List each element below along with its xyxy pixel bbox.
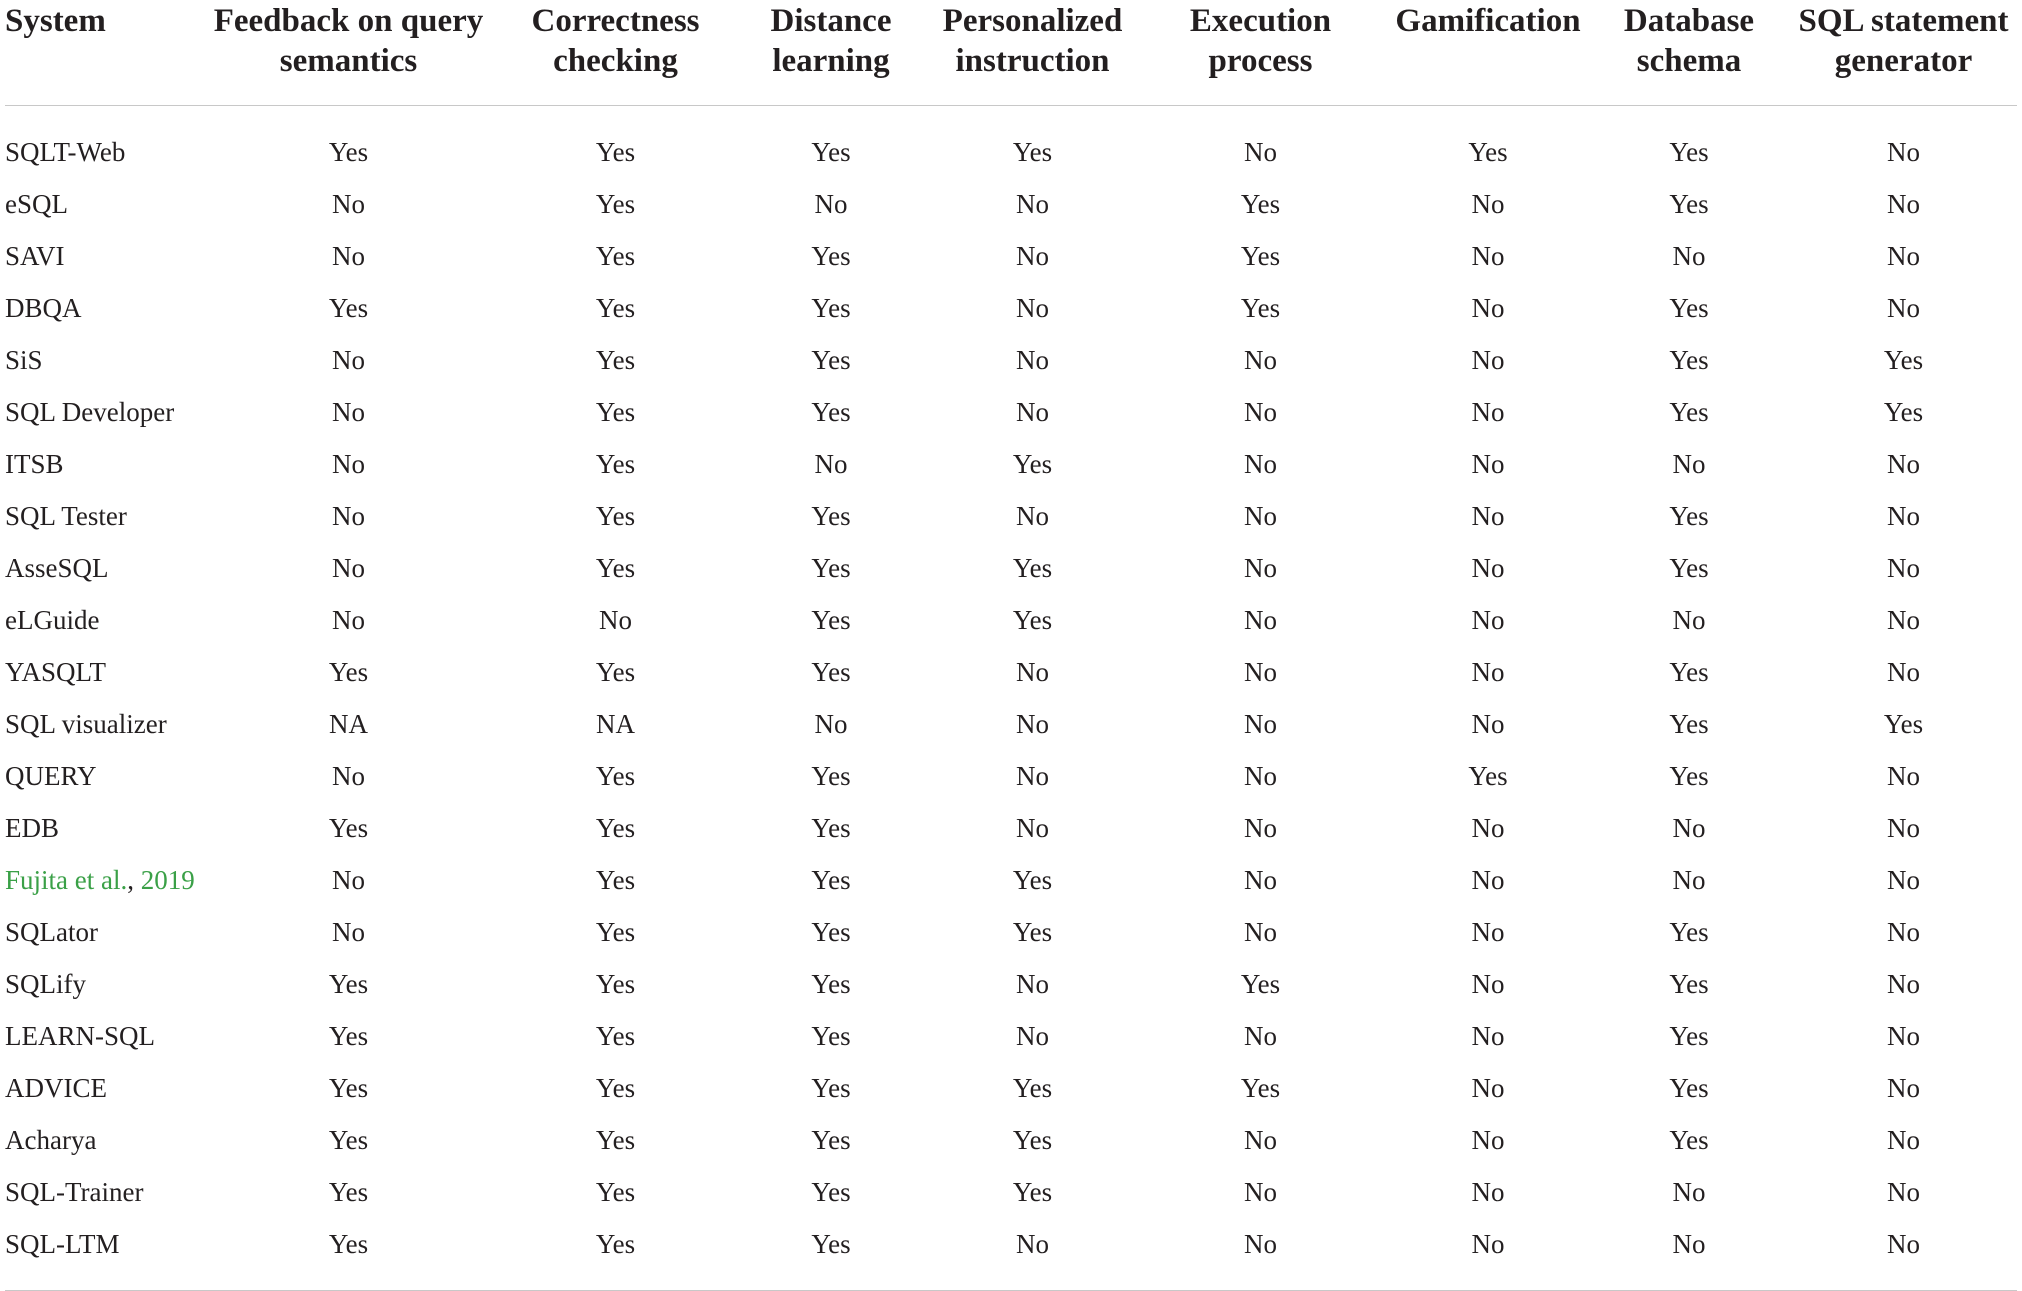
table-row: [5, 750, 2017, 802]
cell-distance-learning: Yes: [811, 553, 851, 583]
cell-sql-statement-generator: No: [1887, 241, 1920, 271]
cell-sql-statement-generator: No: [1887, 553, 1920, 583]
cell-distance-learning: Yes: [811, 241, 851, 271]
cell-gamification: No: [1388, 1218, 1588, 1291]
cell-distance-learning: Yes: [811, 969, 851, 999]
cell-system-name: SQL visualizer: [5, 709, 167, 739]
cell-feedback-on-query-semantics: No: [332, 449, 365, 479]
cell-database-schema: Yes: [1669, 1073, 1709, 1103]
citation-author-link[interactable]: Fujita et al.: [5, 865, 128, 895]
cell-gamification: No: [1471, 917, 1505, 947]
cell-gamification: No: [1471, 241, 1505, 271]
cell-distance-learning: Yes: [811, 1125, 851, 1155]
cell-sql-statement-generator: No: [1887, 1021, 1920, 1051]
cell-distance-learning: Yes: [811, 1021, 851, 1051]
cell-sql-statement-generator: No: [1887, 293, 1920, 323]
cell-personalized-instruction: No: [1016, 189, 1049, 219]
table-row: [5, 1010, 2017, 1062]
cell-sql-statement-generator: Yes: [1883, 345, 1924, 375]
table-row: [5, 906, 2017, 958]
cell-gamification: No: [1471, 1125, 1505, 1155]
cell-database-schema: Yes: [1669, 553, 1709, 583]
cell-correctness-checking: Yes: [595, 345, 636, 375]
table-row: [5, 1218, 2017, 1291]
cell-system-name: [5, 854, 196, 906]
cell-database-schema: Yes: [1669, 189, 1709, 219]
cell-correctness-checking: Yes: [595, 553, 636, 583]
cell-execution-process: No: [1244, 553, 1277, 583]
cell-personalized-instruction: No: [932, 1218, 1133, 1291]
cell-feedback-on-query-semantics: No: [332, 917, 365, 947]
cell-sql-statement-generator: No: [1887, 449, 1920, 479]
table-row: [5, 334, 2017, 386]
cell-distance-learning: No: [814, 709, 848, 739]
cell-correctness-checking: Yes: [595, 813, 636, 843]
cell-distance-learning: Yes: [811, 657, 851, 687]
cell-system-name: EDB: [5, 813, 59, 843]
cell-database-schema: No: [1672, 241, 1706, 271]
cell-personalized-instruction: No: [1016, 761, 1049, 791]
cell-database-schema: Yes: [1669, 397, 1709, 427]
cell-feedback-on-query-semantics: Yes: [328, 137, 369, 167]
cell-sql-statement-generator: No: [1887, 189, 1920, 219]
cell-database-schema: No: [1672, 449, 1706, 479]
cell-distance-learning: Yes: [811, 501, 851, 531]
cell-database-schema: No: [1672, 865, 1706, 895]
cell-sql-statement-generator: No: [1887, 605, 1920, 635]
cell-personalized-instruction: No: [1016, 813, 1049, 843]
cell-distance-learning: Yes: [811, 397, 851, 427]
cell-feedback-on-query-semantics: No: [332, 605, 365, 635]
cell-execution-process: Yes: [1240, 969, 1281, 999]
header-personalized-instruction: Personalized instruction: [932, 0, 1133, 106]
cell-feedback-on-query-semantics: Yes: [196, 1218, 501, 1291]
cell-system-name: LEARN-SQL: [5, 1021, 155, 1051]
cell-execution-process: No: [1244, 1021, 1277, 1051]
cell-execution-process: Yes: [1240, 1073, 1281, 1103]
header-database-schema: Database schema: [1588, 0, 1790, 106]
cell-system-name: SiS: [5, 345, 43, 375]
table-row: [5, 802, 2017, 854]
cell-system-name: SAVI: [5, 241, 65, 271]
cell-personalized-instruction: Yes: [1012, 137, 1053, 167]
cell-gamification: No: [1471, 709, 1505, 739]
cell-database-schema: No: [1672, 1177, 1706, 1207]
cell-feedback-on-query-semantics: Yes: [328, 969, 369, 999]
cell-database-schema: Yes: [1669, 345, 1709, 375]
cell-database-schema: Yes: [1669, 501, 1709, 531]
cell-gamification: No: [1471, 969, 1505, 999]
cell-sql-statement-generator: No: [1887, 917, 1920, 947]
cell-system-name: SQLify: [5, 969, 86, 999]
cell-gamification: No: [1471, 865, 1505, 895]
cell-feedback-on-query-semantics: Yes: [328, 1021, 369, 1051]
cell-sql-statement-generator: No: [1887, 865, 1920, 895]
cell-distance-learning: Yes: [811, 293, 851, 323]
cell-feedback-on-query-semantics: No: [332, 345, 365, 375]
cell-sql-statement-generator: No: [1887, 1073, 1920, 1103]
cell-gamification: No: [1471, 501, 1505, 531]
cell-gamification: No: [1471, 397, 1505, 427]
header-row: [5, 0, 2017, 106]
cell-distance-learning: No: [814, 449, 848, 479]
cell-correctness-checking: Yes: [595, 969, 636, 999]
cell-distance-learning: Yes: [811, 761, 851, 791]
cell-gamification: No: [1471, 605, 1505, 635]
table-row: [5, 1062, 2017, 1114]
cell-feedback-on-query-semantics: Yes: [328, 657, 369, 687]
cell-personalized-instruction: Yes: [1012, 553, 1053, 583]
table-row: [5, 282, 2017, 334]
cell-sql-statement-generator: No: [1887, 813, 1920, 843]
cell-database-schema: Yes: [1669, 293, 1709, 323]
cell-execution-process: No: [1244, 657, 1277, 687]
table-row: [5, 490, 2017, 542]
table-row: [5, 542, 2017, 594]
cell-execution-process: No: [1244, 761, 1277, 791]
cell-feedback-on-query-semantics: No: [332, 865, 365, 895]
cell-sql-statement-generator: No: [1887, 1125, 1920, 1155]
table-row: [5, 438, 2017, 490]
table-row: [5, 386, 2017, 438]
cell-system-name: QUERY: [5, 761, 97, 791]
cell-correctness-checking: Yes: [595, 189, 636, 219]
cell-personalized-instruction: No: [1016, 241, 1049, 271]
cell-execution-process: No: [1244, 1177, 1277, 1207]
cell-correctness-checking: No: [599, 605, 632, 635]
cell-personalized-instruction: No: [1016, 293, 1049, 323]
cell-feedback-on-query-semantics: No: [332, 761, 365, 791]
cell-system-name: ADVICE: [5, 1073, 107, 1103]
cell-gamification: No: [1471, 1073, 1505, 1103]
cell-execution-process: No: [1244, 917, 1277, 947]
cell-execution-process: No: [1244, 865, 1277, 895]
cell-system-name: SQL-LTM: [5, 1218, 196, 1291]
table-body: [5, 106, 2017, 1291]
table-row: [5, 698, 2017, 750]
cell-execution-process: Yes: [1240, 241, 1281, 271]
table-row: [5, 646, 2017, 698]
cell-personalized-instruction: Yes: [1012, 449, 1053, 479]
cell-feedback-on-query-semantics: Yes: [328, 1177, 369, 1207]
cell-sql-statement-generator: No: [1790, 1218, 2017, 1291]
table-row: [5, 958, 2017, 1010]
cell-feedback-on-query-semantics: No: [332, 553, 365, 583]
cell-execution-process: No: [1244, 449, 1277, 479]
cell-gamification: No: [1471, 293, 1505, 323]
cell-execution-process: Yes: [1240, 293, 1281, 323]
header-feedback-on-query-semantics: Feedback on query semantics: [196, 0, 501, 106]
cell-feedback-on-query-semantics: Yes: [328, 813, 369, 843]
table-header: [5, 0, 2017, 106]
cell-gamification: No: [1471, 449, 1505, 479]
cell-personalized-instruction: Yes: [1012, 1125, 1053, 1155]
table-row: [5, 1166, 2017, 1218]
table-row: [5, 1114, 2017, 1166]
header-sql-statement-generator: SQL statement generator: [1790, 0, 2017, 106]
cell-system-name: SQLator: [5, 917, 98, 947]
cell-gamification: No: [1471, 657, 1505, 687]
cell-personalized-instruction: No: [1016, 1021, 1049, 1051]
cell-system-name: SQL Developer: [5, 397, 175, 427]
cell-database-schema: Yes: [1669, 657, 1709, 687]
cell-feedback-on-query-semantics: NA: [329, 709, 368, 739]
cell-system-name: AsseSQL: [5, 553, 109, 583]
cell-execution-process: No: [1244, 501, 1277, 531]
cell-gamification: No: [1471, 553, 1505, 583]
cell-personalized-instruction: No: [1016, 657, 1049, 687]
cell-correctness-checking: Yes: [595, 397, 636, 427]
cell-system-name: eLGuide: [5, 605, 100, 635]
cell-correctness-checking: Yes: [501, 1218, 730, 1291]
cell-execution-process: Yes: [1240, 189, 1281, 219]
cell-correctness-checking: Yes: [595, 449, 636, 479]
header-system: System: [5, 0, 196, 106]
cell-correctness-checking: Yes: [595, 1125, 636, 1155]
cell-correctness-checking: Yes: [595, 761, 636, 791]
table-row: [5, 854, 2017, 906]
cell-personalized-instruction: No: [1016, 345, 1049, 375]
cell-execution-process: No: [1244, 605, 1277, 635]
cell-feedback-on-query-semantics: No: [332, 397, 365, 427]
cell-correctness-checking: Yes: [595, 1177, 636, 1207]
cell-sql-statement-generator: No: [1887, 761, 1920, 791]
header-distance-learning: Distance learning: [730, 0, 932, 106]
cell-sql-statement-generator: No: [1887, 1177, 1920, 1207]
cell-execution-process: No: [1244, 137, 1277, 167]
sql-tutoring-systems-comparison-table: [5, 0, 2017, 1291]
cell-sql-statement-generator: No: [1887, 657, 1920, 687]
cell-sql-statement-generator: Yes: [1883, 709, 1924, 739]
cell-system-name: SQL Tester: [5, 501, 127, 531]
cell-correctness-checking: Yes: [595, 137, 636, 167]
cell-correctness-checking: Yes: [595, 241, 636, 271]
cell-database-schema: Yes: [1669, 969, 1709, 999]
cell-gamification: No: [1471, 189, 1505, 219]
cell-correctness-checking: Yes: [595, 917, 636, 947]
cell-execution-process: No: [1244, 1125, 1277, 1155]
cell-distance-learning: Yes: [811, 137, 851, 167]
cell-distance-learning: Yes: [811, 1073, 851, 1103]
cell-personalized-instruction: Yes: [1012, 1177, 1053, 1207]
cell-execution-process: No: [1244, 397, 1277, 427]
cell-system-name: SQLT-Web: [5, 137, 126, 167]
cell-distance-learning: No: [814, 189, 848, 219]
header-correctness-checking: Correctness checking: [501, 0, 730, 106]
cell-correctness-checking: Yes: [595, 1021, 636, 1051]
cell-distance-learning: Yes: [811, 1177, 851, 1207]
citation-separator: ,: [127, 865, 141, 895]
cell-system-name: Acharya: [5, 1125, 97, 1155]
cell-execution-process: No: [1244, 709, 1277, 739]
cell-sql-statement-generator: No: [1887, 969, 1920, 999]
cell-database-schema: Yes: [1669, 1125, 1709, 1155]
cell-execution-process: No: [1244, 345, 1277, 375]
cell-system-name: DBQA: [5, 293, 82, 323]
cell-database-schema: Yes: [1669, 137, 1709, 167]
cell-correctness-checking: Yes: [595, 293, 636, 323]
header-execution-process: Execution process: [1133, 0, 1388, 106]
cell-personalized-instruction: Yes: [1012, 605, 1053, 635]
comparison-table-container: [5, 0, 2017, 1291]
cell-sql-statement-generator: No: [1887, 137, 1920, 167]
cell-system-name: eSQL: [5, 189, 68, 219]
cell-personalized-instruction: Yes: [1012, 917, 1053, 947]
cell-system-name: ITSB: [5, 449, 64, 479]
cell-gamification: Yes: [1468, 761, 1508, 791]
cell-sql-statement-generator: No: [1887, 501, 1920, 531]
cell-correctness-checking: Yes: [595, 865, 636, 895]
cell-database-schema: No: [1588, 1218, 1790, 1291]
cell-gamification: Yes: [1468, 137, 1508, 167]
cell-feedback-on-query-semantics: No: [332, 189, 365, 219]
cell-database-schema: No: [1672, 605, 1706, 635]
cell-distance-learning: Yes: [811, 605, 851, 635]
cell-correctness-checking: Yes: [595, 657, 636, 687]
cell-gamification: No: [1471, 345, 1505, 375]
table-row: [5, 106, 2017, 179]
cell-database-schema: Yes: [1669, 709, 1709, 739]
cell-database-schema: Yes: [1669, 761, 1709, 791]
cell-feedback-on-query-semantics: Yes: [328, 1073, 369, 1103]
cell-gamification: No: [1471, 813, 1505, 843]
cell-personalized-instruction: No: [1016, 501, 1049, 531]
cell-distance-learning: Yes: [811, 345, 851, 375]
cell-distance-learning: Yes: [730, 1218, 932, 1291]
cell-feedback-on-query-semantics: Yes: [328, 1125, 369, 1155]
cell-execution-process: No: [1133, 1218, 1388, 1291]
cell-execution-process: No: [1244, 813, 1277, 843]
cell-gamification: No: [1471, 1177, 1505, 1207]
cell-distance-learning: Yes: [811, 865, 851, 895]
table-row: [5, 594, 2017, 646]
cell-personalized-instruction: No: [1016, 397, 1049, 427]
cell-gamification: No: [1471, 1021, 1505, 1051]
header-gamification: Gamification: [1388, 0, 1588, 106]
cell-database-schema: Yes: [1669, 1021, 1709, 1051]
cell-personalized-instruction: Yes: [1012, 865, 1053, 895]
cell-correctness-checking: NA: [596, 709, 635, 739]
cell-feedback-on-query-semantics: No: [332, 501, 365, 531]
cell-database-schema: Yes: [1669, 917, 1709, 947]
table-row: [5, 230, 2017, 282]
cell-distance-learning: Yes: [811, 917, 851, 947]
cell-personalized-instruction: No: [1016, 969, 1049, 999]
cell-personalized-instruction: No: [1016, 709, 1049, 739]
citation-year-link[interactable]: 2019: [140, 865, 195, 895]
cell-personalized-instruction: Yes: [1012, 1073, 1053, 1103]
cell-sql-statement-generator: Yes: [1883, 397, 1924, 427]
cell-system-name: SQL-Trainer: [5, 1177, 144, 1207]
cell-feedback-on-query-semantics: Yes: [328, 293, 369, 323]
cell-distance-learning: Yes: [811, 813, 851, 843]
cell-feedback-on-query-semantics: No: [332, 241, 365, 271]
cell-system-name: YASQLT: [5, 657, 107, 687]
cell-database-schema: No: [1672, 813, 1706, 843]
cell-correctness-checking: Yes: [595, 1073, 636, 1103]
cell-correctness-checking: Yes: [595, 501, 636, 531]
table-row: [5, 178, 2017, 230]
